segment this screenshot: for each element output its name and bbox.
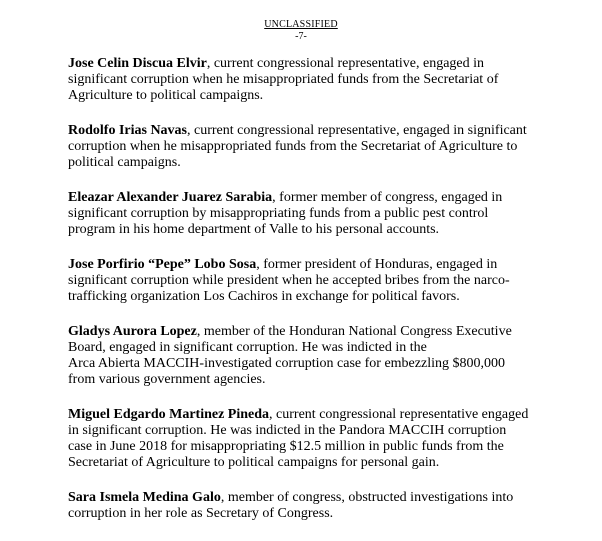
entry-name: Eleazar Alexander Juarez Sarabia: [68, 190, 273, 205]
classification-marking: UNCLASSIFIED: [264, 19, 338, 30]
entry-text-line: case in June 2018 for misappropriating $12.5 million in public funds from the: [68, 439, 504, 454]
entry-text-line: significant corruption when he misappropriated funds from the Secretariat of: [68, 72, 499, 87]
entry-text-line: , member of congress, obstructed investigations into: [220, 490, 514, 505]
entry-name: Miguel Edgardo Martinez Pineda: [68, 407, 270, 422]
entry-text-line: significant corruption by misappropriating funds from a public pest control: [68, 206, 489, 221]
list-entry: [68, 490, 538, 522]
list-entry: [68, 123, 538, 171]
entry-text-line: , current congressional representative, engaged in significant: [187, 123, 527, 138]
entry-text-line: , member of the Honduran National Congress Executive: [196, 324, 512, 339]
entry-text-line: significant corruption while president when he accepted bribes from the narco-: [68, 273, 510, 288]
entry-text-line: from various government agencies.: [68, 372, 266, 387]
entry-text-line: , current congressional representative engaged: [269, 407, 529, 422]
entry-text-line: , former member of congress, engaged in: [272, 190, 503, 205]
entry-text-line: trafficking organization Los Cachiros in exchange for political favors.: [68, 289, 460, 304]
list-entry: [68, 257, 538, 305]
sanctions-list: [68, 56, 538, 541]
page-header: [0, 19, 602, 42]
page-number: -7-: [295, 31, 307, 42]
list-entry: [68, 407, 538, 471]
entry-text-line: , former president of Honduras, engaged in: [256, 257, 498, 272]
list-entry: [68, 190, 538, 238]
list-entry: [68, 56, 538, 104]
entry-text-line: program in his home department of Valle to his personal accounts.: [68, 222, 440, 237]
entry-text-line: Arca Abierta MACCIH-investigated corruption case for embezzling $800,000: [68, 356, 505, 371]
entry-text-line: political campaigns.: [68, 155, 181, 170]
entry-text-line: Board, engaged in significant corruption. He was indicted in the: [68, 340, 427, 355]
entry-text-line: , current congressional representative, engaged in: [206, 56, 485, 71]
entry-text-line: Secretariat of Agriculture to political campaigns for personal gain.: [68, 455, 440, 470]
entry-text-line: in significant corruption. He was indicted in the Pandora MACCIH corruption: [68, 423, 507, 438]
entry-text-line: corruption when he misappropriated funds from the Secretariat of Agriculture to: [68, 139, 518, 154]
entry-name: Rodolfo Irias Navas: [68, 123, 188, 138]
entry-text-line: Agriculture to political campaigns.: [68, 88, 264, 103]
entry-name: Gladys Aurora Lopez: [68, 324, 197, 339]
entry-name: Sara Ismela Medina Galo: [68, 490, 221, 505]
entry-text-line: corruption in her role as Secretary of Congress.: [68, 506, 334, 521]
entry-name: Jose Celin Discua Elvir: [68, 56, 207, 71]
entry-name: Jose Porfirio “Pepe” Lobo Sosa: [68, 257, 257, 272]
list-entry: [68, 324, 538, 388]
